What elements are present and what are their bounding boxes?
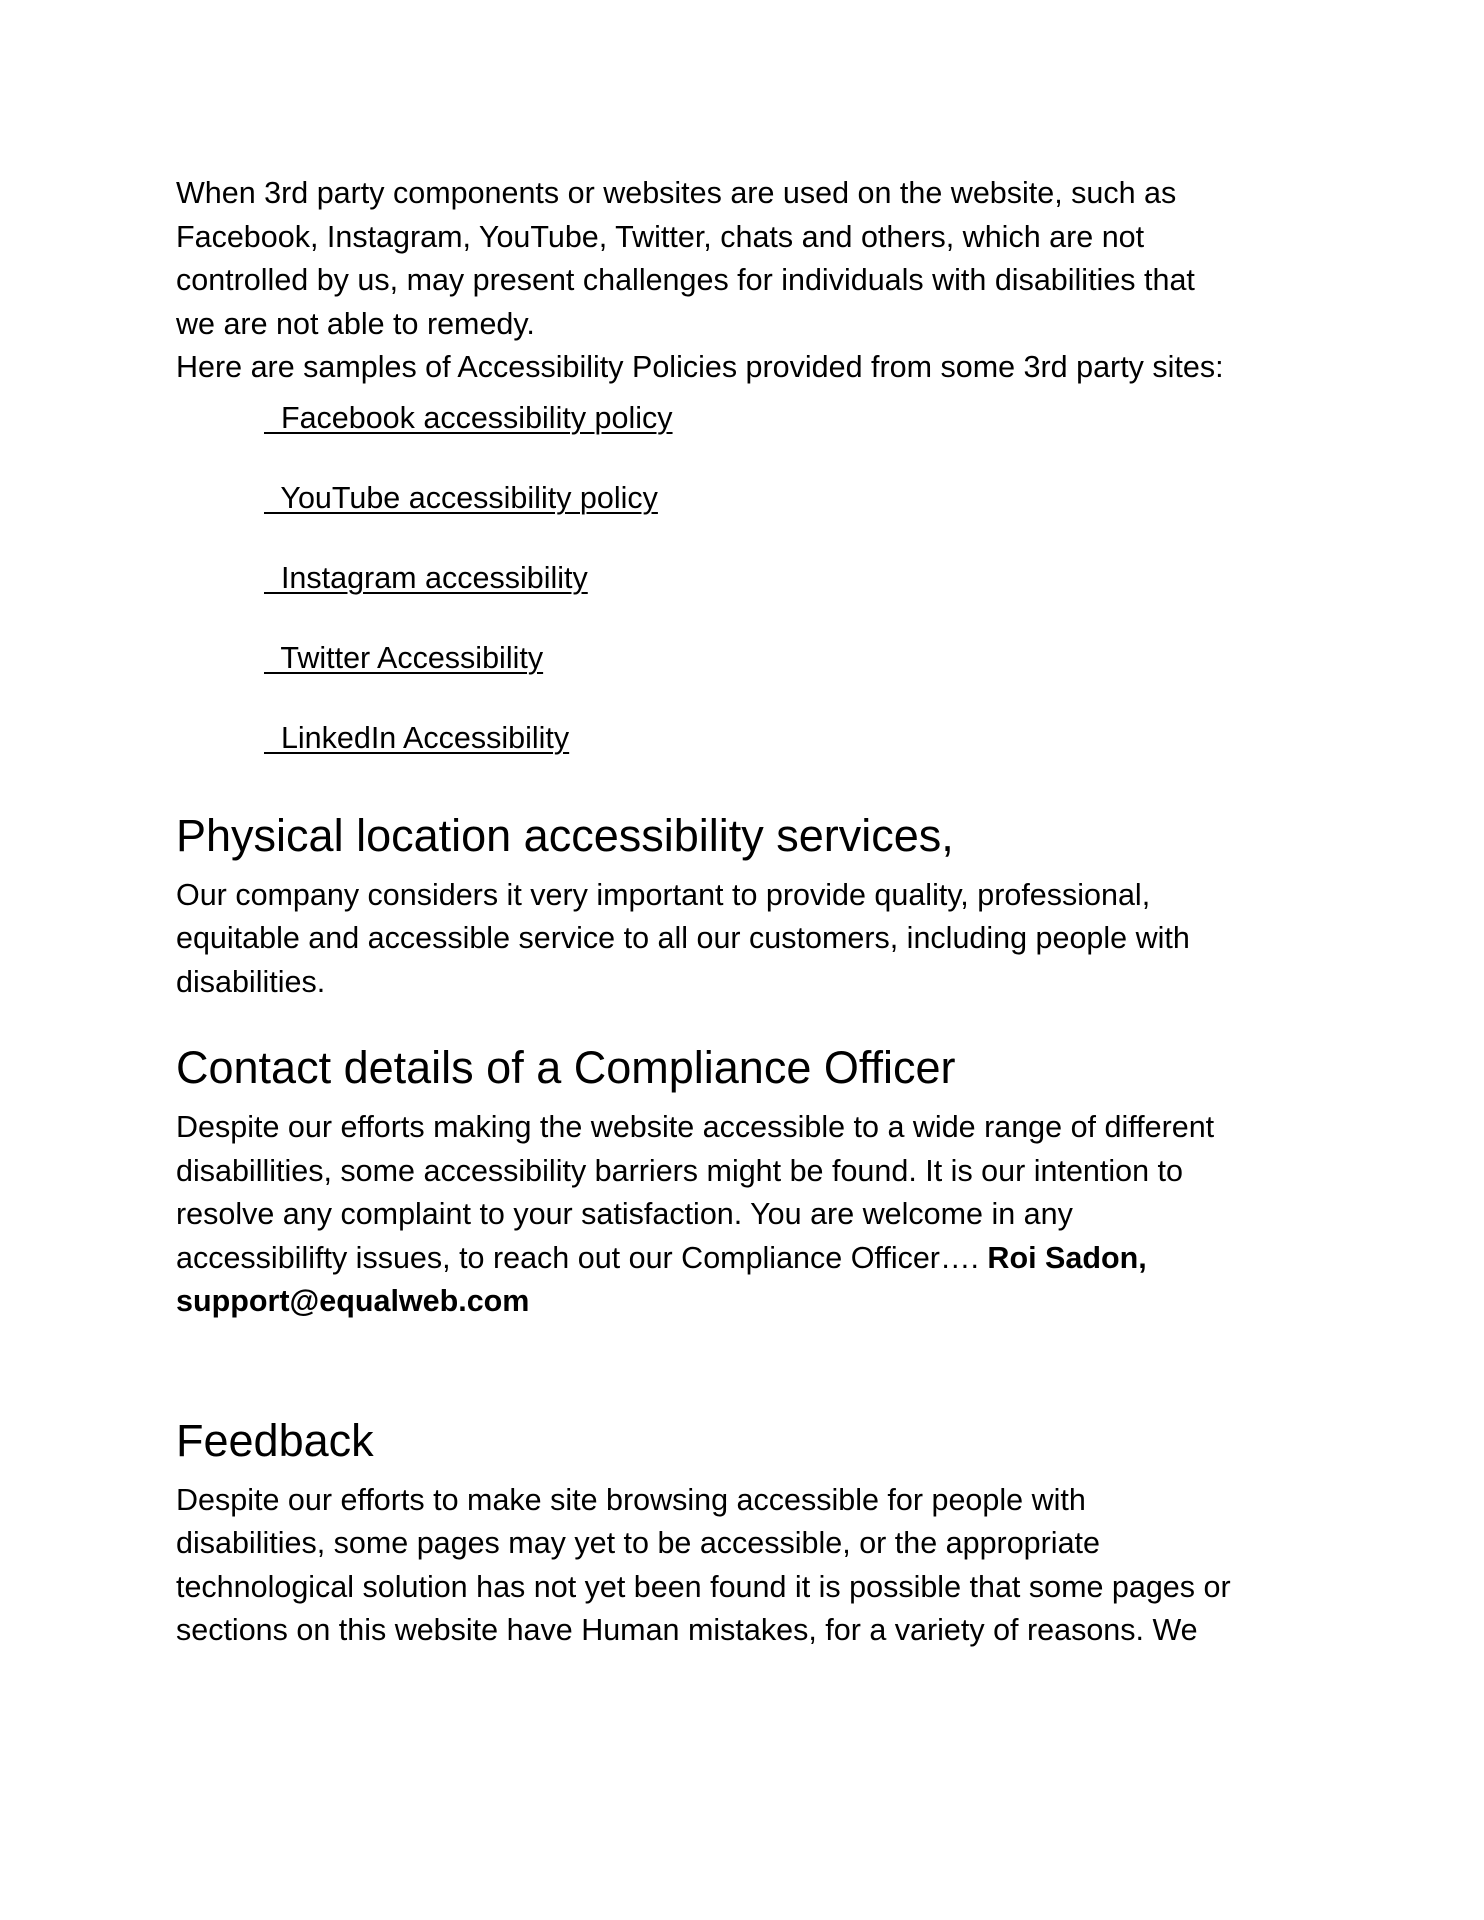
compliance-officer-paragraph: [176, 1106, 1356, 1324]
intro-line: we are not able to remedy.: [176, 306, 535, 341]
feedback-paragraph: [176, 1479, 1356, 1653]
list-item: [264, 558, 1356, 598]
linkedin-accessibility-link[interactable]: LinkedIn Accessibility: [264, 720, 570, 755]
youtube-accessibility-link[interactable]: YouTube accessibility policy: [264, 480, 658, 515]
document-page: [176, 172, 1356, 1653]
list-item: [264, 398, 1356, 438]
facebook-accessibility-link[interactable]: Facebook accessibility policy: [264, 400, 673, 435]
physical-location-heading: Physical location accessibility services,: [176, 809, 954, 861]
intro-line: controlled by us, may present challenges for individuals with disabilities that: [176, 263, 1195, 297]
twitter-accessibility-link[interactable]: Twitter Accessibility: [264, 640, 544, 675]
contact-line: disabillities, some accessibility barriers might be found. It is our intention to: [176, 1153, 1183, 1188]
contact-line: resolve any complaint to your satisfaction. You are welcome in any: [176, 1197, 1073, 1231]
intro-line: Facebook, Instagram, YouTube, Twitter, chats and others, which are not: [176, 219, 1145, 254]
instagram-accessibility-link[interactable]: Instagram accessibility: [264, 560, 588, 595]
contact-line: [176, 1280, 1356, 1324]
list-item: [264, 718, 1356, 758]
list-item: [264, 638, 1356, 678]
officer-email: support@equalweb.com: [176, 1284, 530, 1318]
feedback-line: technological solution has not yet been found it is possible that some pages or: [176, 1569, 1231, 1604]
third-party-policy-links: [176, 398, 1356, 758]
list-item: [264, 478, 1356, 518]
officer-name: Roi Sadon,: [987, 1240, 1147, 1275]
feedback-line: disabilities, some pages may yet to be accessible, or the appropriate: [176, 1526, 1100, 1560]
physical-line: Our company considers it very important to provide quality, professional,: [176, 877, 1151, 912]
intro-line: Here are samples of Accessibility Policies provided from some 3rd party sites:: [176, 350, 1224, 384]
feedback-line: Despite our efforts to make site browsing accessible for people with: [176, 1482, 1086, 1517]
compliance-officer-heading: Contact details of a Compliance Officer: [176, 1042, 956, 1093]
physical-location-paragraph: [176, 874, 1356, 1005]
feedback-heading: Feedback: [176, 1414, 374, 1466]
contact-line: [176, 1237, 1356, 1281]
contact-line: Despite our efforts making the website accessible to a wide range of different: [176, 1110, 1215, 1144]
feedback-line: sections on this website have Human mistakes, for a variety of reasons. We: [176, 1613, 1198, 1647]
intro-line: When 3rd party components or websites are used on the website, such as: [176, 176, 1177, 210]
contact-line-prefix: accessibilifty issues, to reach out our Compliance Officer….: [176, 1240, 988, 1275]
physical-line: equitable and accessible service to all our customers, including people with: [176, 921, 1190, 955]
physical-line: disabilities.: [176, 964, 326, 999]
intro-paragraph: [176, 172, 1356, 390]
